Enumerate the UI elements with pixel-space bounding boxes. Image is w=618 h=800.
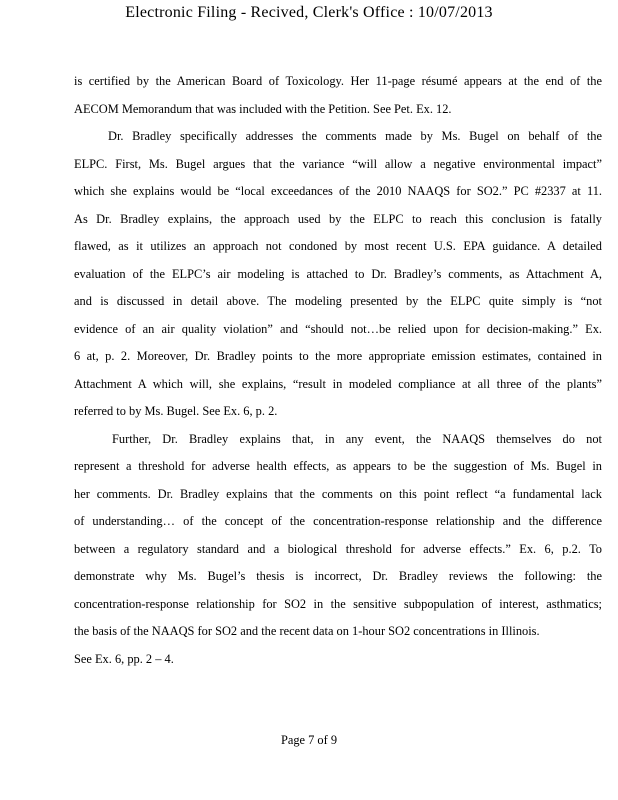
text-line: her comments. Dr. Bradley explains that the comments on this point reflect “a fundamental lack — [74, 486, 602, 501]
electronic-filing-header: Electronic Filing - Recived, Clerk's Office : 10/07/2013 — [125, 4, 493, 21]
text-line: demonstrate why Ms. Bugel’s thesis is incorrect, Dr. Bradley reviews the following: the — [74, 569, 602, 583]
text-line: which she explains would be “local exceedances of the 2010 NAAQS for SO2.” PC #2337 at 11. — [74, 184, 602, 198]
document-body — [74, 68, 602, 673]
text-line: As Dr. Bradley explains, the approach used by the ELPC to reach this conclusion is fatally — [74, 211, 602, 226]
text-line: flawed, as it utilizes an approach not condoned by most recent U.S. EPA guidance. A detailed — [74, 239, 602, 253]
text-line: AECOM Memorandum that was included with the Petition. See Pet. Ex. 12. — [74, 101, 452, 116]
text-line: represent a threshold for adverse health effects, as appears to be the suggestion of Ms. Bugel in — [74, 459, 602, 473]
text-line: Further, Dr. Bradley explains that, in any event, the NAAQS themselves do not — [112, 431, 602, 446]
text-line: evidence of an air quality violation” and “should not…be relied upon for decision-making.” Ex. — [74, 321, 602, 336]
page-number: Page 7 of 9 — [280, 733, 338, 747]
text-line: See Ex. 6, pp. 2 – 4. — [74, 651, 174, 666]
text-line: is certified by the American Board of Toxicology. Her 11-page résumé appears at the end of the — [74, 74, 602, 88]
text-line: and is discussed in detail above. The modeling presented by the ELPC quite simply is “not — [74, 294, 602, 308]
text-line: Dr. Bradley specifically addresses the comments made by Ms. Bugel on behalf of the — [108, 129, 602, 143]
paragraph-continuation — [74, 68, 602, 123]
text-line: 6 at, p. 2. Moreover, Dr. Bradley points to the more appropriate emission estimates, contained in — [74, 349, 602, 363]
text-line: referred to by Ms. Bugel. See Ex. 6, p. 2. — [74, 404, 278, 418]
text-line: of understanding… of the concept of the concentration-response relationship and the difference — [74, 514, 602, 528]
paragraph-elpc-comments — [74, 123, 602, 426]
paragraph-naaqs-threshold — [74, 426, 602, 674]
text-line: ELPC. First, Ms. Bugel argues that the variance “will allow a negative environmental impact” — [74, 156, 602, 171]
text-line: concentration-response relationship for SO2 in the sensitive subpopulation of interest, asthmatics; — [74, 596, 602, 611]
text-line: between a regulatory standard and a biological threshold for adverse effects.” Ex. 6, p.2. To — [74, 541, 602, 556]
text-line: Attachment A which will, she explains, “result in modeled compliance at all three of the plants” — [74, 376, 602, 391]
text-line: the basis of the NAAQS for SO2 and the recent data on 1-hour SO2 concentrations in Illinois. — [74, 624, 540, 638]
text-line: evaluation of the ELPC’s air modeling is attached to Dr. Bradley’s comments, as Attachment A, — [74, 266, 602, 281]
